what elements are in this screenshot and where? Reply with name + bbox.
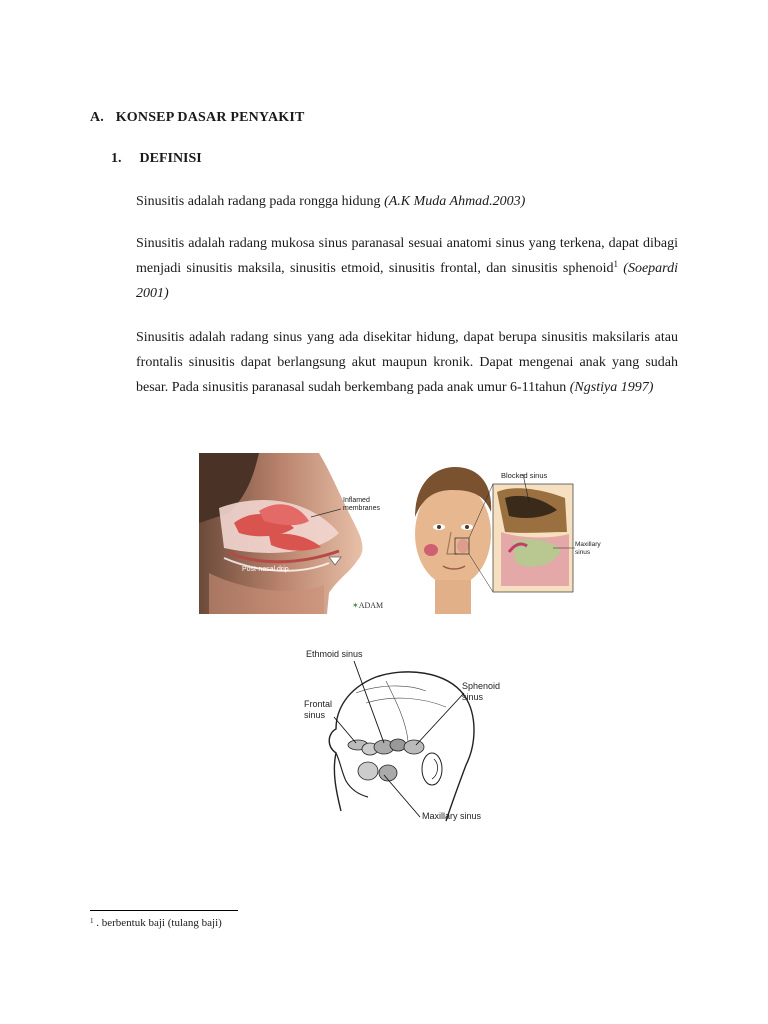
label-inflamed-membranes: Inflamed membranes [343,497,380,512]
paragraph-3 [136,325,678,400]
label-frontal-sinus: Frontal sinus [304,699,333,720]
sinus-locations-drawing [296,641,514,835]
figure-sinus-locations [296,641,514,835]
footnote-reference[interactable]: 1 [613,259,618,269]
label-sphenoid-sinus: Sphenoid sinus [462,681,501,702]
paragraph-1-citation: (A.K Muda Ahmad.2003) [384,194,526,209]
section-heading [90,110,305,126]
nasal-cavity-illustration [199,453,405,614]
paragraph-1 [136,189,678,214]
footnote-marker: 1 [90,917,94,925]
paragraph-1-text: Sinusitis adalah radang pada rongga hidung [136,194,385,209]
section-marker: A. [90,110,105,125]
paragraph-2-citation: (Soepardi 2001) [136,261,678,301]
label-blocked-sinus: Blocked sinus [501,471,548,480]
figure-nasal-cavity [199,453,405,614]
brand-logo-text: ADAM [358,601,384,610]
label-ethmoid-sinus: Ethmoid sinus [306,649,363,659]
subsection-heading [111,151,202,167]
section-title: KONSEP DASAR PENYAKIT [115,110,305,125]
brand-star-icon: ✶ [352,601,359,610]
subsection-title: DEFINISI [139,151,202,166]
label-maxillary-sinus: Maxillary sinus [575,541,601,556]
paragraph-2 [136,231,678,306]
figure-blocked-sinus [405,462,601,614]
label-maxillary-sinus-2: Maxillary sinus [422,811,482,821]
blocked-sinus-illustration [405,462,587,614]
paragraph-2-text: Sinusitis adalah radang mukosa sinus paranasal sesuai anatomi sinus yang terkena, dapat dibagi menjadi sinusitis maksila, sinusitis etmoid, sinusitis frontal, dan sinusitis sphenoid [136,236,678,276]
paragraph-3-citation: (Ngstiya 1997) [569,380,654,395]
subsection-marker: 1. [111,151,122,166]
brand-logo [352,601,383,610]
footnote-text: . berbentuk baji (tulang baji) [93,917,222,929]
paragraph-3-text: Sinusitis adalah radang sinus yang ada disekitar hidung, dapat berupa sinusitis maksilaris atau frontalis sinusitis dapat berlangsung akut maupun kronik. Dapat mengenai anak yang sudah besar. Pada sinusitis paranasal sudah berkembang pada anak umur 6-11tahun [136,330,678,395]
label-post-nasal-drip: Post-nasal drip [242,566,289,573]
footnote [90,917,222,929]
footnote-separator [90,910,238,911]
